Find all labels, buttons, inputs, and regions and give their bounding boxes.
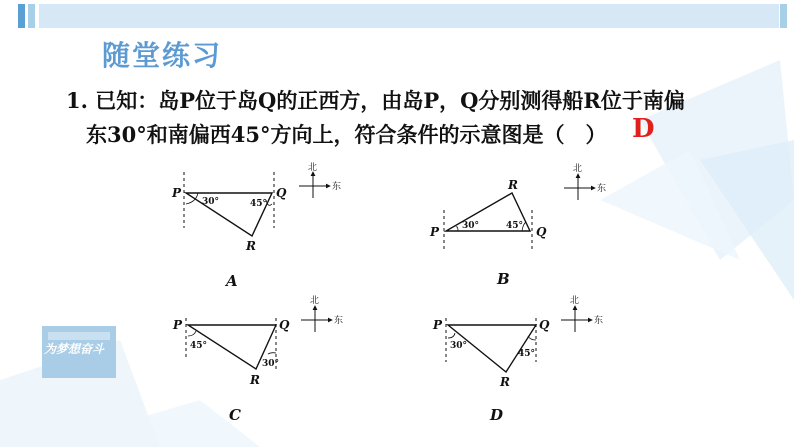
diagram-c-caption: C xyxy=(229,406,241,424)
diagram-b xyxy=(429,162,606,250)
diagram-a-angle-p: 30° xyxy=(202,197,220,207)
diagram-b-p-label: P xyxy=(430,225,440,239)
diagram-d-q-label: Q xyxy=(539,318,550,332)
question-line-2: 东30°和南偏西45°方向上，符合条件的示意图是（ ） xyxy=(86,122,607,147)
diagram-b-east-label: 东 xyxy=(597,184,607,194)
diagram-b-north-label: 北 xyxy=(573,164,583,174)
diagram-b-angle-q: 45° xyxy=(506,221,524,231)
diagram-d xyxy=(432,294,603,389)
diagram-d-east-label: 东 xyxy=(594,316,604,326)
diagram-d-caption: D xyxy=(490,406,504,424)
question-number: 1. xyxy=(66,88,88,113)
diagram-c-r-label: R xyxy=(250,373,260,387)
diagram-d-p-label: P xyxy=(433,318,443,332)
diagram-d-angle-p: 30° xyxy=(450,341,468,351)
diagram-b-angle-p: 30° xyxy=(462,221,480,231)
diagram-d-north-label: 北 xyxy=(570,296,580,306)
diagram-a-angle-q: 45° xyxy=(250,199,268,209)
answer-mark: D xyxy=(632,114,655,144)
diagram-b-q-label: Q xyxy=(536,225,547,239)
diagram-a xyxy=(171,161,341,253)
diagram-c-angle-p: 45° xyxy=(190,341,208,351)
diagram-d-r-label: R xyxy=(500,375,510,389)
page-title: 随堂练习 xyxy=(102,39,223,72)
diagram-c-angle-q: 30° xyxy=(262,359,280,369)
diagram-c-q-label: Q xyxy=(279,318,290,332)
watermark-text: 为梦想奋斗 xyxy=(44,342,105,356)
diagram-d-angle-q: 45° xyxy=(518,349,536,359)
diagram-a-caption: A xyxy=(226,272,238,290)
diagram-c xyxy=(172,294,343,387)
diagram-a-east-label: 东 xyxy=(332,182,342,192)
question-line-1-text: 已知：岛P位于岛Q的正西方，由岛P，Q分别测得船R位于南偏 xyxy=(95,88,685,113)
diagram-c-north-label: 北 xyxy=(310,296,320,306)
diagram-a-north-label: 北 xyxy=(308,163,318,173)
diagram-a-q-label: Q xyxy=(276,186,287,200)
diagram-a-r-label: R xyxy=(246,239,256,253)
diagram-a-p-label: P xyxy=(172,186,182,200)
diagram-b-caption: B xyxy=(497,270,510,288)
diagram-c-east-label: 东 xyxy=(334,316,344,326)
diagram-c-p-label: P xyxy=(173,318,183,332)
diagram-b-r-label: R xyxy=(508,178,518,192)
